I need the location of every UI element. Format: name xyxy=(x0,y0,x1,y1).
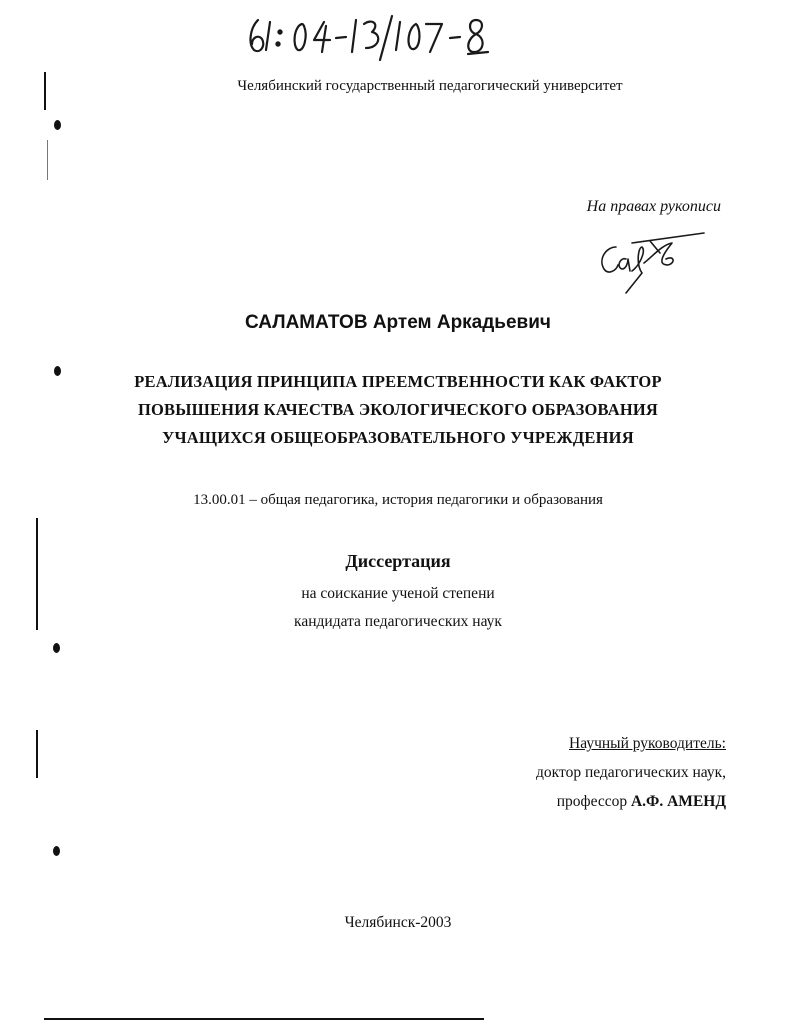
title-line-3: УЧАЩИХСЯ ОБЩЕОБРАЗОВАТЕЛЬНОГО УЧРЕЖДЕНИЯ xyxy=(162,428,634,447)
handwritten-archive-code xyxy=(244,6,534,66)
title-line-1: РЕАЛИЗАЦИЯ ПРИНЦИПА ПРЕЕМСТВЕННОСТИ КАК ФАКТОР xyxy=(134,372,662,391)
scan-mark xyxy=(54,366,61,376)
author-signature xyxy=(592,225,712,295)
city-year: Челябинск-2003 xyxy=(344,914,452,931)
scan-mark xyxy=(44,72,46,110)
supervisor-label-line xyxy=(406,735,726,753)
title-line-2: ПОВЫШЕНИЯ КАЧЕСТВА ЭКОЛОГИЧЕСКОГО ОБРАЗОВАНИЯ xyxy=(137,400,659,419)
degree-line-1: на соискание ученой степени xyxy=(301,585,495,602)
rights-note: На правах рукописи xyxy=(586,198,721,215)
scan-mark xyxy=(47,140,48,180)
scan-mark xyxy=(36,518,38,630)
scan-mark xyxy=(53,846,60,856)
specialty-code: 13.00.01 – общая педагогика, история педагогики и образования xyxy=(193,492,603,508)
degree-line-2: кандидата педагогических наук xyxy=(294,613,502,630)
scan-mark xyxy=(54,120,61,130)
document-type: Диссертация xyxy=(345,551,451,571)
scan-mark xyxy=(36,730,38,778)
university-name: Челябинский государственный педагогический университет xyxy=(237,78,623,94)
supervisor-line xyxy=(406,793,726,811)
scan-mark xyxy=(44,1018,484,1020)
supervisor-label: Научный руководитель: xyxy=(569,735,726,752)
supervisor-title: профессор xyxy=(556,793,628,810)
author-name: САЛАМАТОВ Артем Аркадьевич xyxy=(245,312,551,333)
scan-mark xyxy=(53,643,60,653)
supervisor-degree: доктор педагогических наук, xyxy=(536,764,726,781)
supervisor-name: А.Ф. АМЕНД xyxy=(630,793,726,810)
